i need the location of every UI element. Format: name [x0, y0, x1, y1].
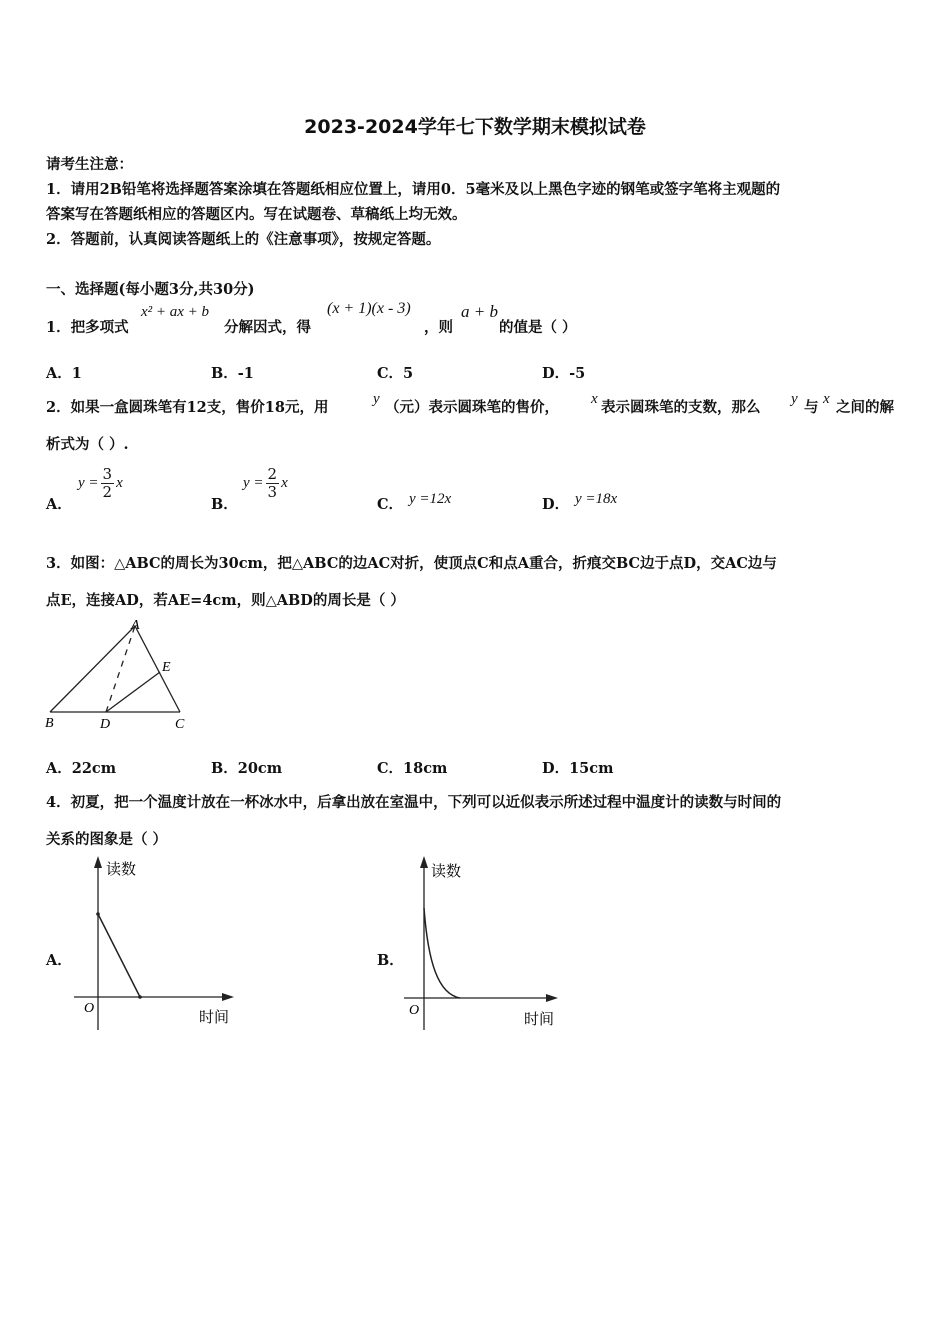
q2-option-d-label[interactable]: D． [542, 496, 570, 513]
q1-polynomial: x² + ax + b [141, 304, 210, 320]
notice-line-1b: 答案写在答题纸相应的答题区内。写在试题卷、草稿纸上均无效。 [46, 206, 467, 223]
q4-option-b-label[interactable]: B． [377, 952, 404, 969]
graph-b-origin: O [409, 1003, 420, 1018]
q1-sum: a + b [461, 302, 498, 321]
q1-middle: 分解因式，得 [224, 319, 311, 336]
q2-option-a-var: x [116, 475, 123, 491]
q2-option-b-lhs: y = [243, 475, 264, 491]
q3-option-c[interactable]: C．18cm [377, 760, 448, 777]
q2-option-b-fraction [266, 466, 280, 501]
page-title: 2023-2024学年七下数学期末模拟试卷 [304, 116, 646, 138]
vertex-c-label: C [175, 717, 185, 732]
q3-option-b[interactable]: B．20cm [211, 760, 283, 777]
q1-option-a[interactable]: A．1 [46, 365, 82, 382]
q1-option-d[interactable]: D．-5 [542, 365, 586, 382]
q2-var-x-2: x [823, 391, 830, 407]
graph-a-y-label: 读数 [106, 862, 137, 878]
q2-option-a-label[interactable]: A． [46, 496, 72, 513]
triangle-figure [42, 615, 197, 735]
notice-line-2: 2．答题前，认真阅读答题纸上的《注意事项》，按规定答题。 [46, 231, 441, 248]
q2-line2: 析式为（ ）. [46, 436, 129, 453]
q2-option-b-numerator: 2 [267, 465, 278, 483]
q2-option-b-var: x [281, 475, 288, 491]
q2-line1-d: 与 [804, 399, 819, 416]
q2-var-y: y [373, 391, 380, 407]
q2-option-a-numerator: 3 [102, 465, 113, 483]
point-e-label: E [162, 660, 171, 675]
q2-var-y-2: y [791, 391, 798, 407]
q2-option-a-fraction [101, 466, 115, 501]
vertex-a-label: A [131, 618, 140, 633]
q1-factored: (x + 1)(x - 3) [327, 300, 411, 317]
q3-line1: 3．如图：△ABC的周长为30cm，把△ABC的边AC对折，使顶点C和点A重合，折痕交BC边于点D，交AC边与 [46, 555, 777, 572]
q1-option-b[interactable]: B．-1 [211, 365, 254, 382]
q2-var-x: x [591, 391, 598, 407]
q3-option-d[interactable]: D．15cm [542, 760, 614, 777]
q1-then: ，则 [424, 319, 453, 336]
graph-b-x-label: 时间 [524, 1012, 555, 1028]
q1-prefix: 1．把多项式 [46, 319, 129, 336]
graph-b-y-label: 读数 [431, 864, 462, 880]
q2-option-b-label[interactable]: B． [211, 496, 238, 513]
vertex-b-label: B [45, 716, 54, 731]
q2-option-b-formula[interactable] [243, 466, 288, 501]
q2-line1-c: 表示圆珠笔的支数，那么 [601, 399, 761, 416]
graph-a-origin: O [84, 1001, 95, 1016]
notice-line-1: 1．请用2B铅笔将选择题答案涂填在答题纸相应位置上，请用0．5毫米及以上黑色字迹的钢笔或签字笔将主观题的 [46, 181, 781, 198]
q4-line2: 关系的图象是（ ） [46, 831, 168, 848]
graph-a-x-label: 时间 [199, 1010, 230, 1026]
q2-option-a-denominator: 2 [102, 483, 113, 501]
notice-heading: 请考生注意： [46, 156, 133, 173]
q2-line1-e: 之间的解 [836, 399, 894, 416]
q1-question: 的值是（ ） [499, 319, 577, 336]
point-d-label: D [100, 717, 111, 732]
q2-line1-a: 2．如果一盒圆珠笔有12支，售价18元，用 [46, 399, 329, 416]
q3-option-a[interactable]: A．22cm [46, 760, 117, 777]
q3-line2: 点E，连接AD，若AE=4cm，则△ABD的周长是（ ） [46, 592, 405, 609]
q2-option-c-formula[interactable]: y =12x [409, 491, 452, 507]
q2-option-c-label[interactable]: C． [377, 496, 404, 513]
q2-option-a-lhs: y = [78, 475, 99, 491]
q1-option-c[interactable]: C．5 [377, 365, 414, 382]
q4-graph-b[interactable] [398, 852, 578, 1032]
q4-graph-a[interactable] [68, 852, 248, 1032]
q4-line1: 4．初夏，把一个温度计放在一杯冰水中，后拿出放在室温中，下列可以近似表示所述过程中温度计的读数与时间的 [46, 794, 782, 811]
section-heading: 一、选择题(每小题3分,共30分) [46, 281, 255, 298]
q2-option-b-denominator: 3 [267, 483, 278, 501]
q2-option-d-formula[interactable]: y =18x [575, 491, 618, 507]
q2-option-a-formula[interactable] [78, 466, 123, 501]
q2-line1-b: （元）表示圆珠笔的售价， [385, 399, 559, 416]
q4-option-a-label[interactable]: A． [46, 952, 72, 969]
